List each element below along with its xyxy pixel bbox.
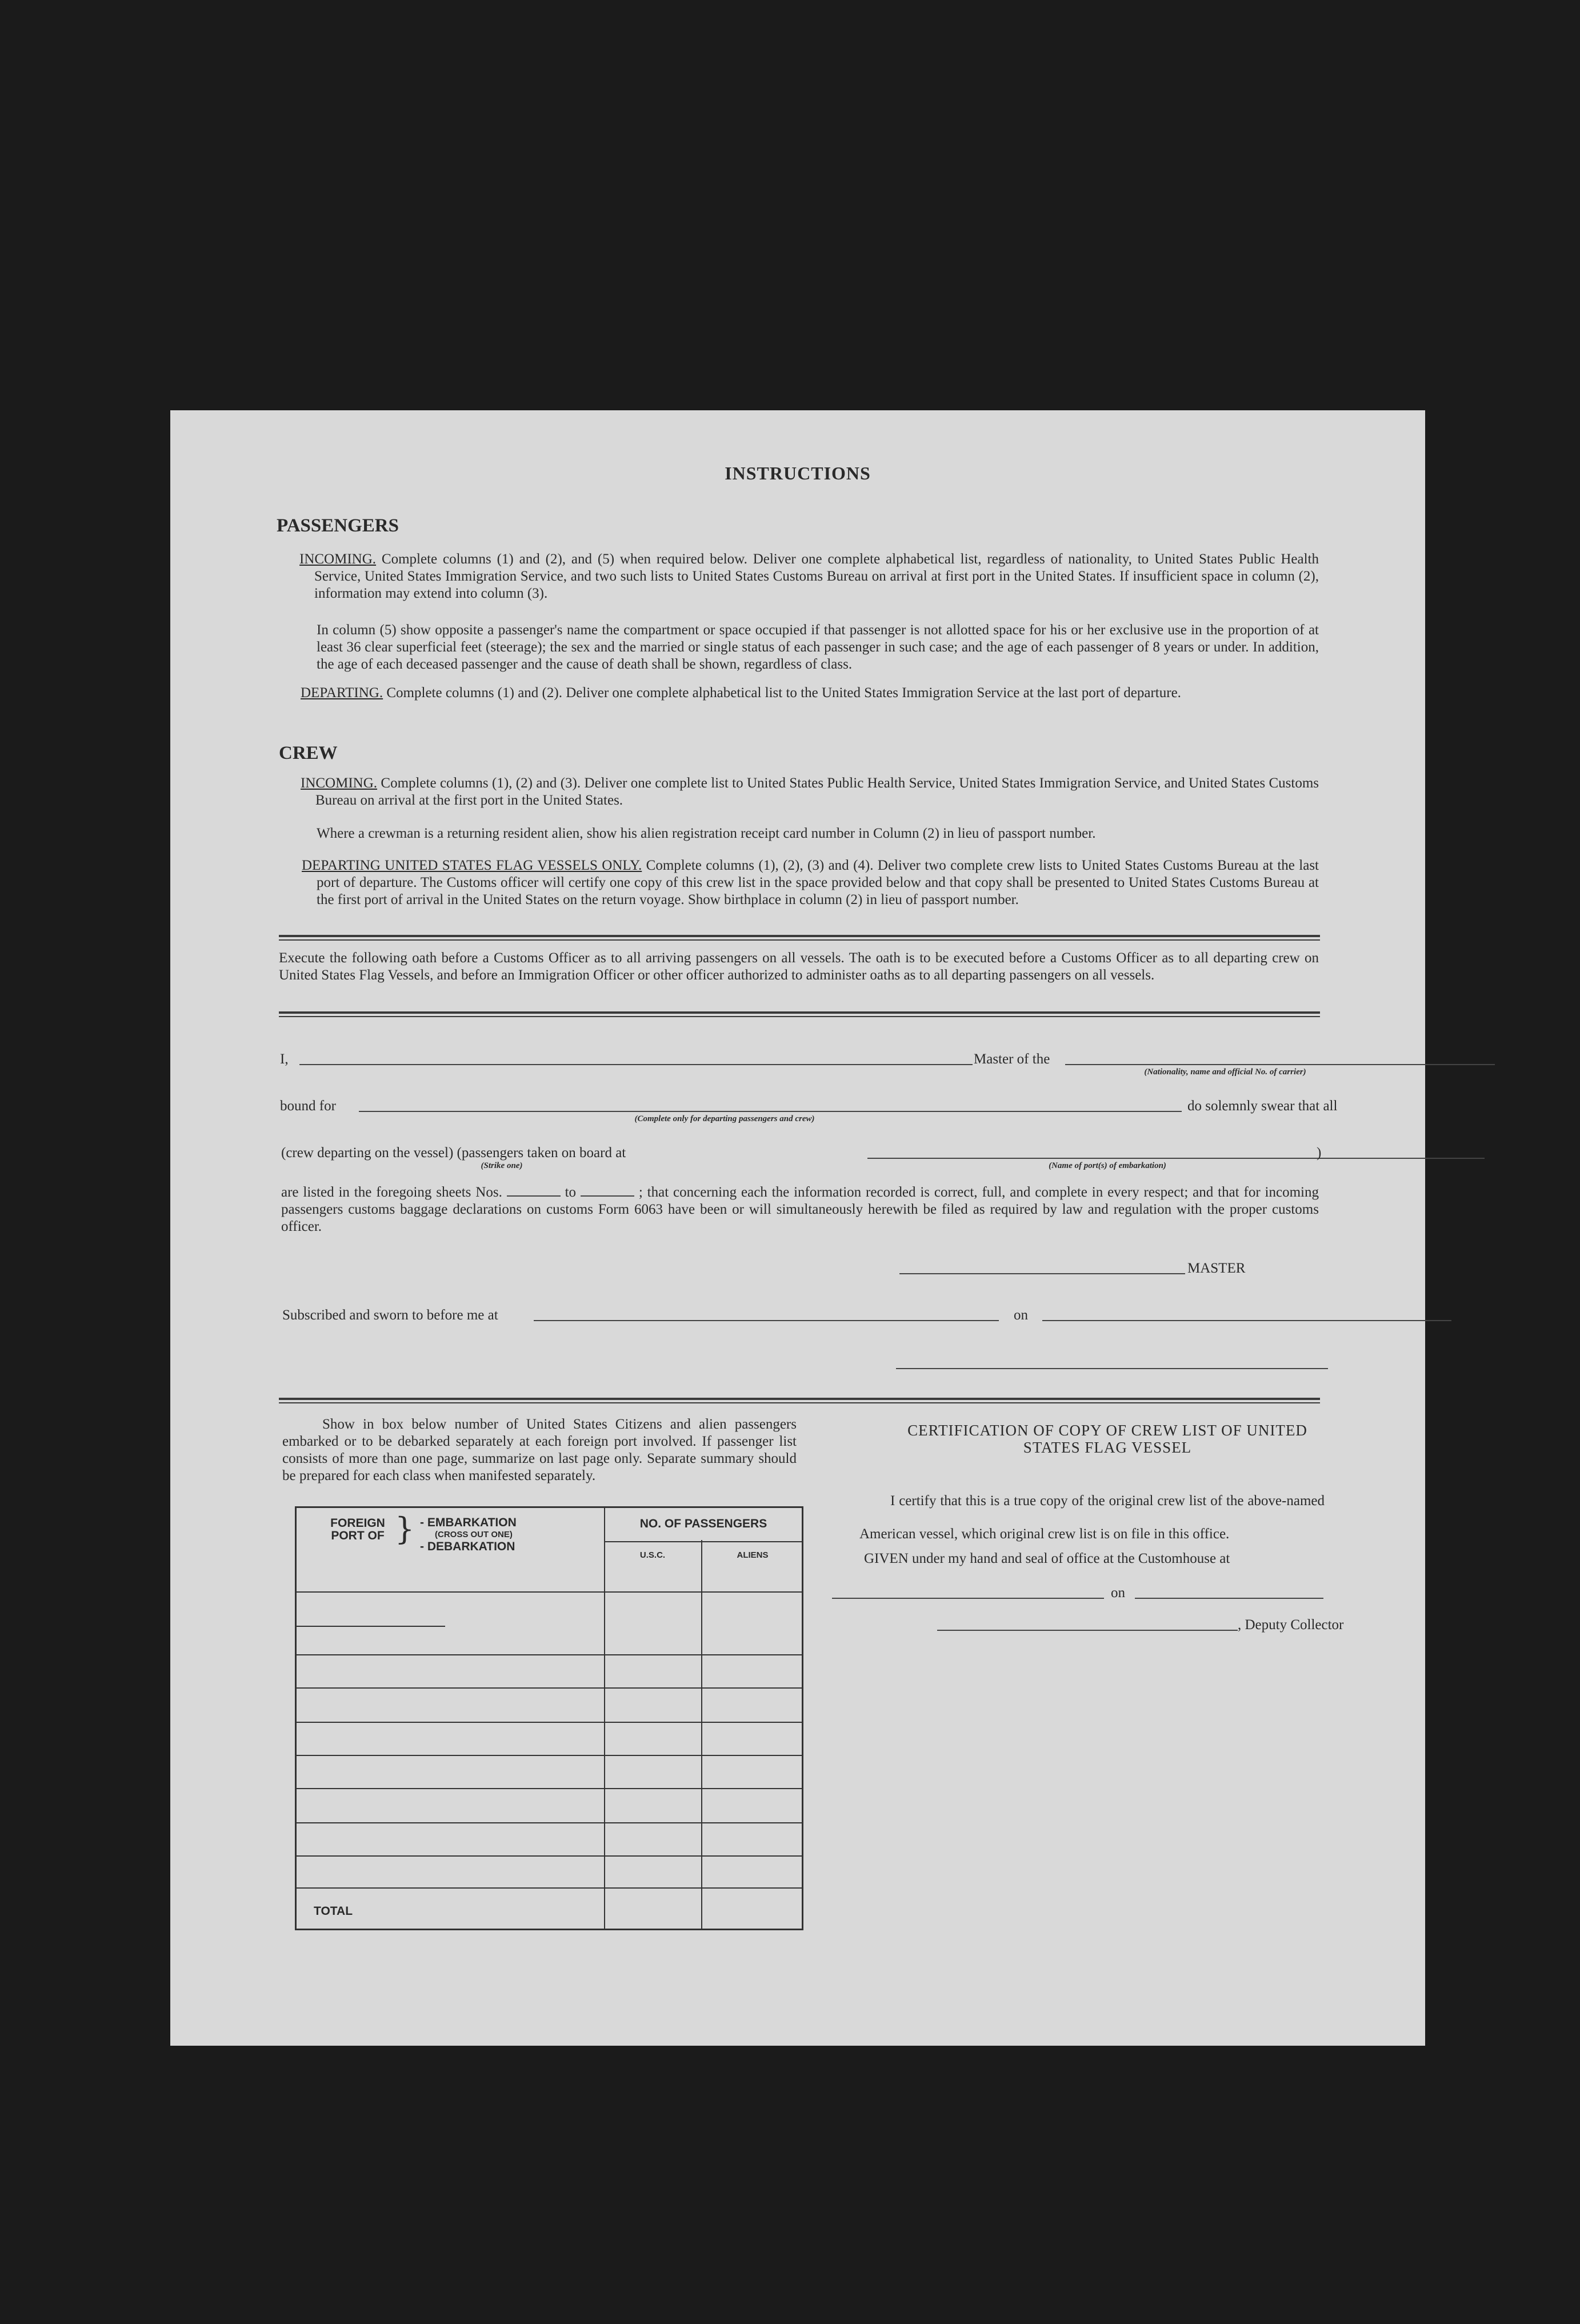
master-signature-line[interactable]: [899, 1273, 1185, 1274]
crew-incoming-text: Complete columns (1), (2) and (3). Deliver one complete list to United States Public Health Service, United States Immigration Service, and United States Customs Bureau on arrival at the first port in the United States.: [315, 775, 1319, 808]
col-foreign-port-of: FOREIGN PORT OF: [330, 1517, 385, 1542]
oath-listed-pre: are listed in the foregoing sheets Nos.: [281, 1185, 502, 1200]
passengers-column5-paragraph: In column (5) show opposite a passenger's name the compartment or space occupied if that passenger is not allotted space for his or her exclusive use in the proportion of at least 36 clear superficial feet (steerage); the sex and the married or single status of each passenger in such case; and the age of each passenger of 8 years or under. In addition, the age of each deceased passenger and the cause of death shall be shown, regardless of class.: [317, 622, 1319, 672]
table-row-line-8: [297, 1887, 802, 1889]
certification-on-label: on: [1111, 1585, 1125, 1601]
passengers-incoming-label: INCOMING.: [299, 551, 377, 567]
table-row-line-4: [297, 1755, 802, 1756]
oath-crew-departing-label: (crew departing on the vessel) (passengers taken on board at: [281, 1145, 626, 1161]
passengers-departing-label: DEPARTING.: [301, 685, 383, 701]
subscribed-place-line[interactable]: [534, 1320, 999, 1321]
passengers-incoming-paragraph: [299, 551, 1319, 602]
table-row-line-2: [297, 1687, 802, 1689]
table-row-line-5: [297, 1788, 802, 1789]
col-cross-out: (CROSS OUT ONE): [435, 1530, 513, 1539]
col-usc: U.S.C.: [639, 1550, 666, 1560]
oath-bound-for-label: bound for: [280, 1098, 336, 1114]
oath-bound-for-line[interactable]: [359, 1111, 1182, 1112]
double-rule-top-a: [279, 935, 1320, 937]
oath-instruction: Execute the following oath before a Customs Officer as to all arriving passengers on all vessels. The oath is to be executed before a Customs Officer as to all departing crew on United States Flag Vessels, and before an Immigration Officer or other officer authorized to administer oaths as to all departing passengers on all vessels.: [279, 950, 1319, 983]
table-col-divider-1: [604, 1508, 605, 1929]
table-subheader-line: [604, 1541, 802, 1542]
table-row-line-6: [297, 1822, 802, 1823]
double-rule-mid-a: [279, 1011, 1320, 1014]
oath-close-paren: ): [1317, 1145, 1322, 1161]
double-rule-mid-b: [279, 1016, 1320, 1017]
oath-listed-to: to: [565, 1185, 577, 1200]
table-row-line-1: [297, 1654, 802, 1655]
passengers-departing-text: Complete columns (1) and (2). Deliver one complete alphabetical list to the United States Immigration Service at the last port of departure.: [386, 685, 1181, 701]
crew-departing-label: DEPARTING UNITED STATES FLAG VESSELS ONLY.: [302, 858, 642, 873]
subscribed-label: Subscribed and sworn to before me at: [282, 1307, 498, 1323]
oath-strike-caption: (Strike one): [481, 1161, 523, 1170]
crew-resident-paragraph: Where a crewman is a returning resident alien, show his alien registration receipt card number in Column (2) in lieu of passport number.: [317, 826, 1096, 841]
passengers-incoming-text: Complete columns (1) and (2), and (5) when required below. Deliver one complete alphabetical list, regardless of nationality, to United States Public Health Service, United States Immigration Service, and two such lists to United States Customs Bureau on arrival at first port in the United States. If insufficient space in column (2), information may extend into column (3).: [314, 551, 1319, 601]
crew-departing-paragraph: [302, 857, 1319, 909]
oath-master-of-label: Master of the: [974, 1051, 1050, 1067]
certification-date-line[interactable]: [1135, 1598, 1323, 1599]
subscribed-date-line[interactable]: [1042, 1320, 1451, 1321]
oath-listed-paragraph: [281, 1184, 1319, 1235]
table-row-line-7: [297, 1855, 802, 1857]
col-aliens: ALIENS: [737, 1550, 769, 1560]
double-rule-bottom-b: [279, 1402, 1320, 1403]
crew-incoming-label: INCOMING.: [301, 775, 378, 791]
oath-i-label: I,: [280, 1051, 289, 1067]
crew-heading: CREW: [279, 743, 338, 763]
certification-text: I certify that this is a true copy of the original crew list of the above-named American vessel, which original crew list is on file in this office.: [859, 1493, 1325, 1542]
table-row-line-partial: [297, 1626, 445, 1627]
oath-swear-label: do solemnly swear that all: [1187, 1098, 1338, 1114]
table-col-divider-2: [701, 1540, 702, 1929]
table-total-label: TOTAL: [314, 1905, 353, 1918]
oath-ports-caption: (Name of port(s) of embarkation): [1049, 1161, 1166, 1170]
col-debarkation: - DEBARKATION: [420, 1540, 515, 1553]
crew-departing-text: Complete columns (1), (2), (3) and (4). Deliver two complete crew lists to United States Customs Bureau at the last port of departure. The Customs officer will certify one copy of this crew list in the space provided below and that copy shall be presented to United States Customs Bureau at the first port of arrival in the United States on the return voyage. Show birthplace in column (2) in lieu of passport number.: [317, 858, 1319, 907]
col-embarkation: - EMBARKATION: [420, 1516, 517, 1529]
oath-vessel-line[interactable]: [1065, 1064, 1495, 1065]
page-title: INSTRUCTIONS: [725, 463, 871, 483]
officer-signature-line[interactable]: [896, 1368, 1328, 1369]
certification-place-line[interactable]: [832, 1598, 1104, 1599]
col-no-passengers: NO. OF PASSENGERS: [639, 1517, 767, 1530]
master-label: MASTER: [1187, 1261, 1246, 1276]
summary-intro: Show in box below number of United States Citizens and alien passengers embarked or to be debarked separately at each foreign port involved. If passenger list consists of more than one page, summarize on last page only. Separate summary should be prepared for each class when manifested separately.: [282, 1417, 797, 1483]
oath-bound-caption: (Complete only for departing passengers and crew): [634, 1114, 815, 1123]
oath-name-line[interactable]: [299, 1064, 973, 1065]
brace-icon: }: [395, 1511, 415, 1547]
oath-carrier-caption: (Nationality, name and official No. of carrier): [1144, 1067, 1306, 1077]
passenger-summary-table: [295, 1506, 803, 1930]
double-rule-top-b: [279, 939, 1320, 941]
table-header-bottom: [297, 1591, 802, 1593]
passengers-departing-paragraph: [301, 685, 1319, 702]
deputy-signature-line[interactable]: [937, 1630, 1238, 1631]
oath-sheet-to-line[interactable]: [581, 1195, 634, 1197]
passengers-heading: PASSENGERS: [277, 515, 399, 536]
form-page: [170, 410, 1425, 2046]
oath-sheet-from-line[interactable]: [507, 1195, 561, 1197]
crew-incoming-paragraph: [301, 775, 1319, 809]
certification-title: CERTIFICATION OF COPY OF CREW LIST OF UNITED STATES FLAG VESSEL: [907, 1422, 1307, 1456]
subscribed-on-label: on: [1014, 1307, 1028, 1323]
double-rule-bottom-a: [279, 1398, 1320, 1400]
oath-ports-line[interactable]: [867, 1158, 1485, 1159]
deputy-collector-label: , Deputy Collector: [1238, 1617, 1344, 1633]
oath-listed-post: ; that concerning each the information recorded is correct, full, and complete in every respect; and that for incoming passengers customs baggage declarations on customs Form 6063 have been or will simultaneously herewith be filed as required by law and regulation with the proper customs officer.: [281, 1185, 1319, 1234]
certification-given: GIVEN under my hand and seal of office at the Customhouse at: [864, 1551, 1230, 1566]
table-row-line-3: [297, 1722, 802, 1723]
